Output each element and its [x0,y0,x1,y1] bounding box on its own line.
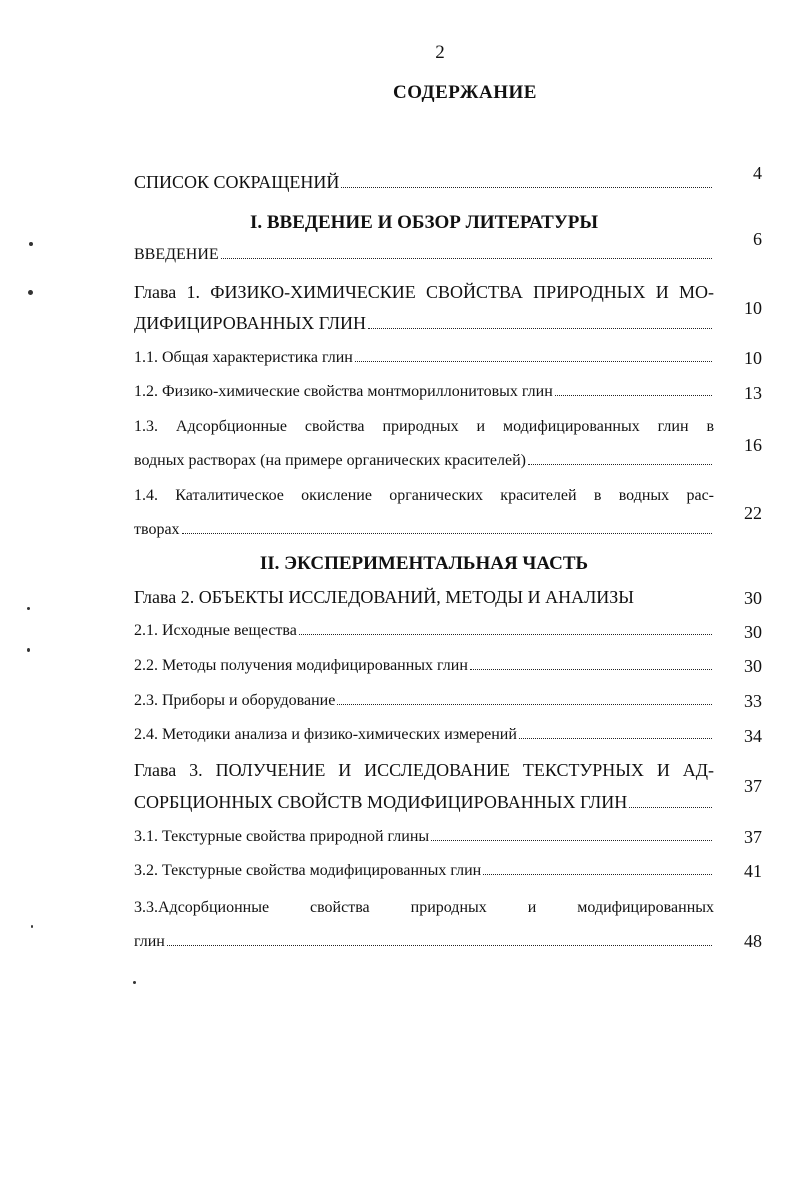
toc-entry-text: 1.4. Каталитическое окисление органических красителей в водных рас- [134,487,714,504]
toc-page-abbreviations: 4 [753,163,762,183]
toc-entry-text: 3.1. Текстурные свойства природной глины [134,828,430,845]
dot-leader [337,704,712,705]
toc-entry-1-4-line2[interactable] [134,521,714,539]
dot-leader [555,395,712,396]
dot-leader [431,840,712,841]
toc-page-2-4: 34 [744,726,762,746]
toc-entry-text: глин [134,933,165,950]
toc-entry-chapter3-line1[interactable] [134,760,714,781]
toc-entry-1-2[interactable] [134,383,714,401]
toc-entry-chapter1-line2[interactable] [134,313,714,334]
scan-speck [28,290,33,295]
toc-entry-text: 3.2. Текстурные свойства модифицированных глин [134,862,482,879]
dot-leader [355,361,712,362]
dot-leader [299,634,712,635]
toc-page-1-1: 10 [744,348,762,368]
toc-page-2-2: 30 [744,656,762,676]
toc-entry-1-4-line1[interactable] [134,487,714,505]
dot-leader [629,807,712,808]
dot-leader [519,738,712,739]
page-number: 2 [435,42,445,63]
toc-entry-text: 3.3.Адсорбционные свойства природных и модифицированных [134,899,714,916]
scan-speck [133,981,136,984]
scan-speck [27,607,30,610]
toc-entry-text: 1.3. Адсорбционные свойства природных и модифицированных глин в [134,418,714,435]
toc-entry-text: 1.1. Общая характеристика глин [134,349,353,366]
scan-speck [29,242,33,246]
toc-entry-2-2[interactable] [134,657,714,675]
dot-leader [470,669,712,670]
toc-page-chapter3: 37 [744,776,762,796]
toc-entry-text: СПИСОК СОКРАЩЕНИЙ [134,172,340,192]
toc-entry-text: 2.3. Приборы и оборудование [134,692,336,709]
dot-leader [182,533,712,534]
toc-entry-text: водных растворах (на примере органических красителей) [134,452,527,469]
toc-page-3-3: 48 [744,931,762,951]
toc-entry-1-3-line2[interactable] [134,452,714,470]
toc-entry-3-3-line2[interactable] [134,933,714,951]
toc-entry-2-1[interactable] [134,622,714,640]
toc-entry-text: 2.4. Методики анализа и физико-химических измерений [134,726,517,743]
toc-page-1-3: 16 [744,435,762,455]
toc-entry-text: творах [134,521,180,538]
toc-entry-chapter3-line2[interactable] [134,792,714,813]
toc-entry-1-1[interactable] [134,349,714,367]
toc-page-chapter2: 30 [744,588,762,608]
toc-entry-text: Глава 1. ФИЗИКО-ХИМИЧЕСКИЕ СВОЙСТВА ПРИРОДНЫХ И МО- [134,282,714,302]
toc-entry-text: Глава 3. ПОЛУЧЕНИЕ И ИССЛЕДОВАНИЕ ТЕКСТУРНЫХ И АД- [134,760,714,780]
toc-entry-text: 2.2. Методы получения модифицированных глин [134,657,468,674]
toc-entry-1-3-line1[interactable] [134,418,714,436]
toc-entry-text: 2.1. Исходные вещества [134,622,297,639]
toc-page-3-2: 41 [744,861,762,881]
toc-page-1-2: 13 [744,383,762,403]
toc-entry-text: СОРБЦИОННЫХ СВОЙСТВ МОДИФИЦИРОВАННЫХ ГЛИН [134,792,628,812]
dot-leader [368,328,712,329]
toc-entry-chapter2[interactable] [134,587,714,608]
toc-entry-chapter1-line1[interactable] [134,282,714,303]
toc-entry-text: 1.2. Физико-химические свойства монтмориллонитовых глин [134,383,553,400]
dot-leader [341,187,712,188]
toc-title: СОДЕРЖАНИЕ [393,82,537,103]
toc-page-introduction: 6 [753,229,762,249]
toc-page-chapter1: 10 [744,298,762,318]
dot-leader [167,945,712,946]
part1-heading: I. ВВЕДЕНИЕ И ОБЗОР ЛИТЕРАТУРЫ [249,212,599,233]
scan-speck [31,925,33,928]
dot-leader [221,258,712,259]
toc-entry-2-4[interactable] [134,726,714,744]
toc-page-1-4: 22 [744,503,762,523]
toc-page-3-1: 37 [744,827,762,847]
toc-page-2-1: 30 [744,622,762,642]
toc-entry-3-2[interactable] [134,862,714,880]
toc-entry-text: Глава 2. ОБЪЕКТЫ ИССЛЕДОВАНИЙ, МЕТОДЫ И АНАЛИЗЫ [134,587,634,607]
scan-speck [27,648,30,652]
toc-entry-introduction[interactable] [134,246,714,264]
toc-entry-text: ДИФИЦИРОВАННЫХ ГЛИН [134,313,367,333]
toc-entry-2-3[interactable] [134,692,714,710]
part2-heading: II. ЭКСПЕРИМЕНТАЛЬНАЯ ЧАСТЬ [259,553,589,574]
toc-entry-abbreviations[interactable] [134,172,714,193]
dot-leader [528,464,712,465]
toc-entry-text: ВВЕДЕНИЕ [134,246,219,263]
toc-entry-3-3-line1[interactable] [134,899,714,917]
toc-page-2-3: 33 [744,691,762,711]
dot-leader [483,874,712,875]
toc-entry-3-1[interactable] [134,828,714,846]
